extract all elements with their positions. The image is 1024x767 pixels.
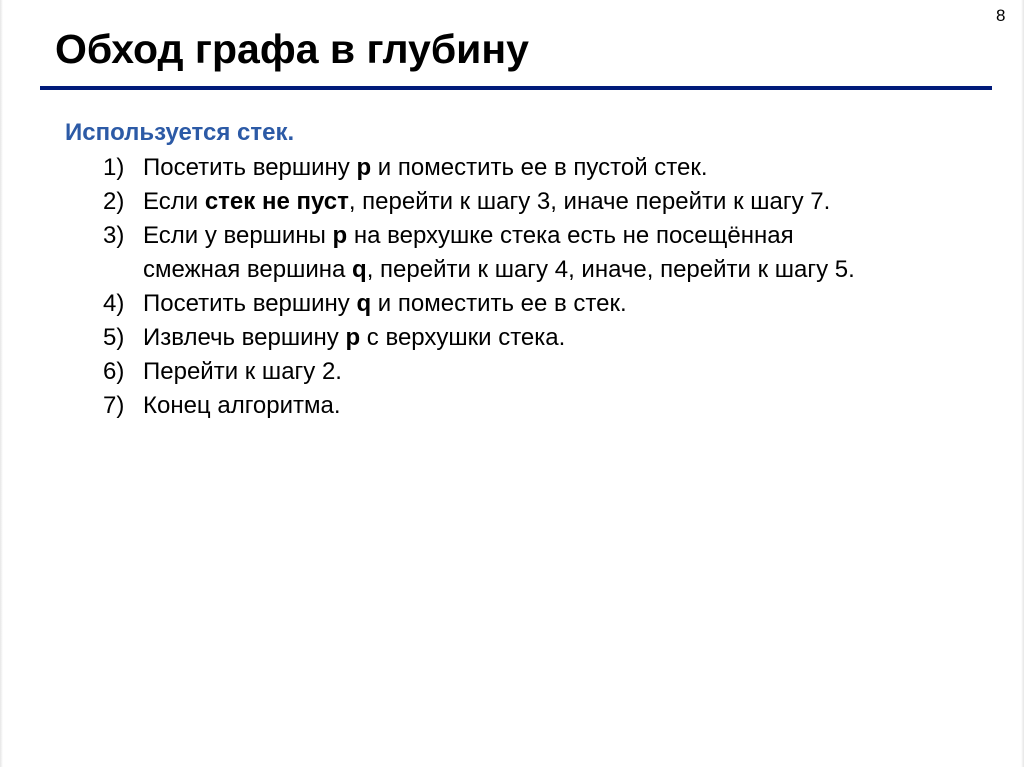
step-text-run: Конец алгоритма.: [143, 392, 341, 419]
step-item: [0, 185, 1024, 219]
step-text-run: Если: [143, 188, 205, 215]
step-text-run: Посетить вершину: [143, 154, 357, 181]
step-item: [0, 219, 1024, 287]
step-item: [0, 321, 1024, 355]
step-text-run: Посетить вершину: [143, 290, 357, 317]
page-number: 8: [996, 6, 1006, 25]
step-text: [143, 287, 863, 321]
step-text-run: Извлечь вершину: [143, 324, 346, 351]
step-text: [143, 321, 863, 355]
title-underline: [40, 86, 992, 90]
step-item: [0, 355, 1024, 389]
step-number: 4): [103, 290, 125, 317]
slide-title: Обход графа в глубину: [55, 26, 529, 72]
step-text: [143, 355, 863, 389]
step-text-run: Если у вершины: [143, 222, 333, 249]
step-text-run: , перейти к шагу 4, иначе, перейти к шагу 5.: [366, 256, 855, 283]
step-text: [143, 219, 863, 287]
step-number: 5): [103, 324, 125, 351]
step-emphasis: p: [345, 324, 361, 351]
step-emphasis: q: [356, 290, 372, 317]
algorithm-steps: [0, 151, 1024, 423]
step-text-run: , перейти к шагу 3, иначе перейти к шагу 7.: [348, 188, 831, 215]
step-number: 2): [103, 188, 125, 215]
step-text: [143, 389, 863, 423]
step-text: [143, 185, 863, 219]
step-text-run: и поместить ее в пустой стек.: [371, 154, 708, 181]
step-item: [0, 151, 1024, 185]
step-emphasis: стек не пуст: [204, 188, 349, 215]
step-number: 3): [103, 222, 125, 249]
step-emphasis: p: [356, 154, 372, 181]
step-number: 6): [103, 358, 125, 385]
step-text-run: на верхушке стека есть не посещённая смежная вершина: [143, 222, 794, 283]
step-text-run: с верхушки стека.: [360, 324, 566, 351]
step-emphasis: q: [352, 256, 367, 283]
lead-text: Используется стек.: [65, 119, 295, 146]
step-item: [0, 389, 1024, 423]
step-number: 7): [103, 392, 125, 419]
step-text-run: Перейти к шагу 2.: [143, 358, 342, 385]
step-emphasis: p: [332, 222, 348, 249]
step-number: 1): [103, 154, 125, 181]
step-item: [0, 287, 1024, 321]
step-text-run: и поместить ее в стек.: [371, 290, 627, 317]
step-text: [143, 151, 863, 185]
